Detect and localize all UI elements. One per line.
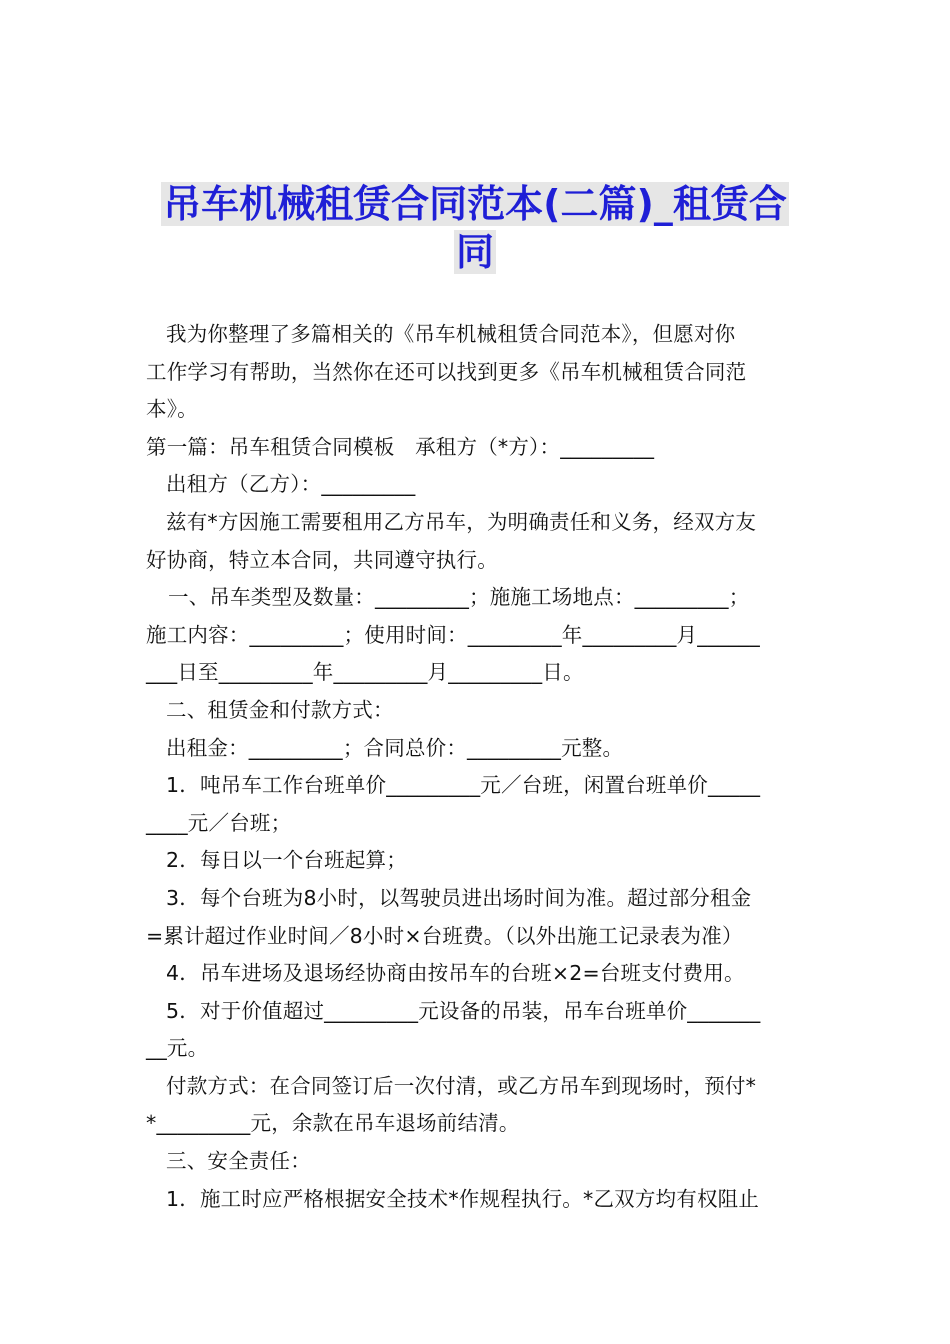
paragraph-line: ___日至_________年_________月_________日。 [146,660,584,685]
paragraph-line: 3．每个台班为8小时，以驾驶员进出场时间为准。超过部分租金 [166,885,752,910]
document-title-line-2 [140,226,810,278]
paragraph-line: 工作学习有帮助，当然你在还可以找到更多《吊车机械租赁合同范 [146,359,747,384]
paragraph-line: 三、安全责任： [166,1149,311,1174]
paragraph-line: __元。 [146,1036,209,1061]
document-body [146,316,810,1218]
title-text-1: 吊车机械租赁合同范本(二篇)_租赁合 [163,182,787,226]
paragraph-line: 1．吨吊车工作台班单价_________元／台班，闲置台班单价_____ [166,773,761,798]
paragraph-line: 付款方式：在合同签订后一次付清，或乙方吊车到现场时，预付* [166,1073,757,1098]
title-text-2: 同 [455,230,494,274]
paragraph-line: 本》。 [146,397,198,422]
paragraph-line: 1．施工时应严格根据安全技术*作规程执行。*乙双方均有权阻止 [166,1186,760,1211]
paragraph-line: 第一篇：吊车租赁合同模板 承租方（*方）：_________ [146,434,655,459]
paragraph-line: 施工内容：_________；使用时间：_________年_________月______ [146,622,760,647]
paragraph-line: 我为你整理了多篇相关的《吊车机械租赁合同范本》，但愿对你 [166,322,736,346]
paragraph-line: 二、租赁金和付款方式： [166,697,394,722]
document-title-line-1 [140,178,810,230]
paragraph-line: ____元／台班； [146,810,292,835]
paragraph-line: 兹有*方因施工需要租用乙方吊车，为明确责任和义务，经双方友 [166,509,757,534]
paragraph-line: 5．对于价值超过_________元设备的吊装，吊车台班单价_______ [166,998,761,1023]
paragraph-line: 2．每日以一个台班起算； [166,848,407,873]
paragraph-line: 好协商，特立本合同，共同遵守执行。 [146,547,498,572]
paragraph-line: 4．吊车进场及退场经协商由按吊车的台班×2=台班支付费用。 [166,961,745,986]
paragraph-line: *_________元，余款在吊车退场前结清。 [146,1111,520,1136]
paragraph-line: =累计超过作业时间／8小时×台班费。（以外出施工记录表为准） [146,923,743,948]
paragraph-line: 出租方（乙方）：_________ [166,472,416,497]
paragraph-line: 一、吊车类型及数量：_________；施施工场地点：_________； [168,585,750,610]
paragraph-line: 出租金：_________；合同总价：_________元整。 [166,735,624,760]
